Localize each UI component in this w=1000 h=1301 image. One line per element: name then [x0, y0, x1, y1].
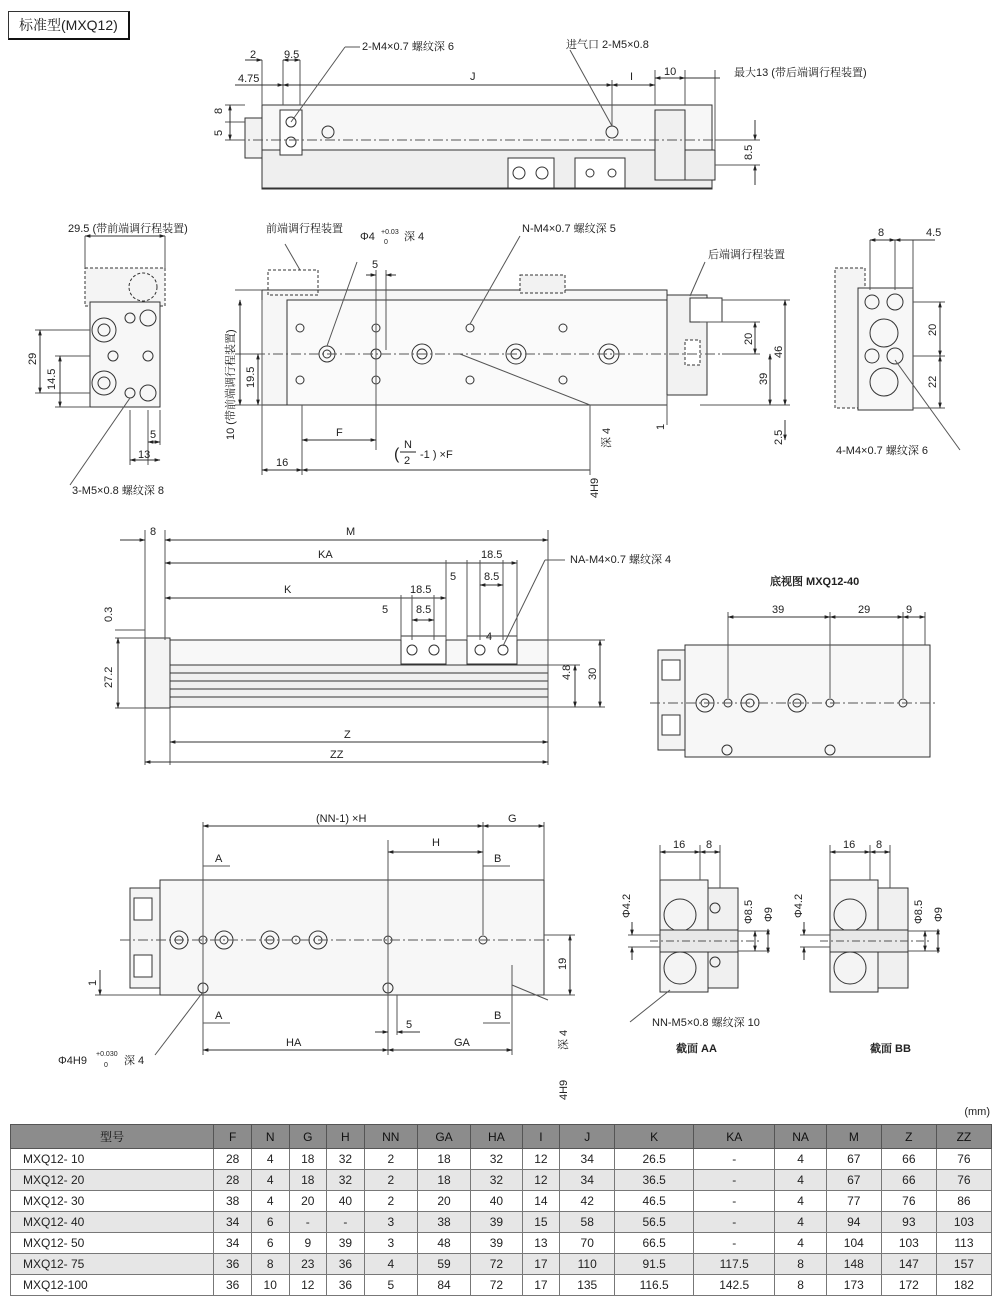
front-bottom-pin: 4H9 — [589, 477, 601, 498]
table-row — [11, 1254, 992, 1275]
spec-header-cell: Z — [881, 1125, 936, 1149]
table-cell: 34 — [214, 1212, 252, 1233]
table-cell: - — [694, 1191, 775, 1212]
model-cell: MXQ12- 20 — [11, 1170, 214, 1191]
table-cell: 72 — [471, 1254, 522, 1275]
table-cell: 56.5 — [615, 1212, 694, 1233]
table-cell: - — [289, 1212, 327, 1233]
table-cell: 2 — [364, 1170, 417, 1191]
table-cell: 8 — [251, 1254, 289, 1275]
model-cell: MXQ12- 40 — [11, 1212, 214, 1233]
side-dim-13: 13 — [138, 449, 151, 461]
spec-header-cell: M — [826, 1125, 881, 1149]
table-cell: 13 — [522, 1233, 560, 1254]
side-dim-5: 5 — [150, 429, 157, 441]
table-cell: 4 — [775, 1191, 826, 1212]
table-cell: 4 — [775, 1233, 826, 1254]
table-cell: 4 — [775, 1212, 826, 1233]
table-cell: 3 — [364, 1212, 417, 1233]
bb-dim-8: 8 — [876, 839, 883, 851]
spec-header-cell: ZZ — [936, 1125, 991, 1149]
table-cell: 32 — [327, 1149, 365, 1170]
section-aa — [628, 845, 770, 1022]
front-dim-39: 39 — [758, 372, 770, 385]
table-cell: 157 — [936, 1254, 991, 1275]
bm-dim-19: 19 — [557, 957, 569, 970]
model-cell: MXQ12- 50 — [11, 1233, 214, 1254]
tsv-dim-8: 8 — [150, 526, 157, 538]
table-cell: 58 — [560, 1212, 615, 1233]
table-cell: 12 — [289, 1275, 327, 1296]
model-cell: MXQ12- 10 — [11, 1149, 214, 1170]
formula-n: N — [404, 439, 412, 451]
table-cell: 76 — [881, 1191, 936, 1212]
tsv-dim-M: M — [346, 526, 356, 538]
table-side-view — [115, 530, 605, 765]
top-dim-10: 10 — [664, 66, 677, 78]
tsv-dim-8-5a: 8.5 — [484, 571, 500, 583]
bm-sec-A-bottom: A — [215, 1010, 223, 1022]
front-callout-front-adjust: 前端调行程装置 — [266, 223, 343, 235]
table-cell: 77 — [826, 1191, 881, 1212]
bb-dim-phi4-2: Φ4.2 — [793, 893, 805, 918]
table-cell: 12 — [522, 1170, 560, 1191]
bm-callout-pin-right: 4H9 — [558, 1079, 570, 1100]
table-cell: - — [694, 1212, 775, 1233]
bottom-view — [650, 612, 935, 757]
table-cell: 18 — [417, 1149, 470, 1170]
table-row — [11, 1191, 992, 1212]
aa-dim-16: 16 — [673, 839, 686, 851]
table-cell: 76 — [936, 1170, 991, 1191]
top-dim-8-5: 8.5 — [743, 144, 755, 160]
table-cell: 32 — [471, 1170, 522, 1191]
table-cell: 113 — [936, 1233, 991, 1254]
spec-header-row — [11, 1125, 992, 1149]
table-cell: 72 — [471, 1275, 522, 1296]
table-cell: 94 — [826, 1212, 881, 1233]
section-aa-title: 截面 AA — [676, 1043, 717, 1055]
table-cell: - — [327, 1212, 365, 1233]
side-dim-14-5: 14.5 — [46, 368, 58, 390]
table-cell: 76 — [936, 1149, 991, 1170]
bm-callout-pin-left-tol: +0.030 — [96, 1051, 118, 1058]
table-cell: 17 — [522, 1275, 560, 1296]
top-callout-max: 最大13 (带后端调行程装置) — [734, 67, 867, 79]
tsv-dim-18-5b: 18.5 — [410, 584, 432, 596]
bv-dim-39: 39 — [772, 604, 785, 616]
side-dim-29: 29 — [27, 352, 39, 365]
bm-callout-pin-right-depth: 深 4 — [558, 1029, 570, 1050]
bv-dim-9: 9 — [906, 604, 913, 616]
table-cell: 70 — [560, 1233, 615, 1254]
tsv-dim-Z: Z — [344, 729, 351, 741]
bm-sec-B-top: B — [494, 853, 502, 865]
table-cell: 36 — [327, 1275, 365, 1296]
table-cell: 34 — [560, 1149, 615, 1170]
tsv-callout: NA-M4×0.7 螺纹深 4 — [570, 554, 672, 566]
table-row — [11, 1233, 992, 1254]
spec-header-cell: KA — [694, 1125, 775, 1149]
table-cell: 9 — [289, 1233, 327, 1254]
table-cell: 103 — [936, 1212, 991, 1233]
table-cell: 39 — [327, 1233, 365, 1254]
table-cell: 117.5 — [694, 1254, 775, 1275]
bm-sec-B-bottom: B — [494, 1010, 502, 1022]
section-bb-title: 截面 BB — [870, 1043, 911, 1055]
front-dim-20: 20 — [743, 332, 755, 345]
bm-callout-pin-left-depth: 深 4 — [124, 1055, 145, 1067]
front-callout-tap: N-M4×0.7 螺纹深 5 — [522, 223, 616, 235]
formula-rest: -1 ) ×F — [420, 449, 453, 461]
front-callout-pin-tol: +0.03 — [381, 229, 399, 236]
table-cell: 66 — [881, 1149, 936, 1170]
top-dim-2: 2 — [250, 49, 257, 61]
table-cell: 148 — [826, 1254, 881, 1275]
table-cell: 116.5 — [615, 1275, 694, 1296]
spec-header-cell: H — [327, 1125, 365, 1149]
aa-dim-8: 8 — [706, 839, 713, 851]
table-cell: 40 — [327, 1191, 365, 1212]
bm-dim-G: G — [508, 813, 517, 825]
table-cell: 23 — [289, 1254, 327, 1275]
front-dim-19-5: 19.5 — [245, 366, 257, 388]
bm-dim-GA: GA — [454, 1037, 470, 1049]
table-cell: 103 — [881, 1233, 936, 1254]
page-title: 标准型(MXQ12) — [8, 11, 130, 40]
model-cell: MXQ12- 30 — [11, 1191, 214, 1212]
table-cell: 38 — [417, 1212, 470, 1233]
table-cell: 2 — [364, 1191, 417, 1212]
table-cell: 32 — [327, 1170, 365, 1191]
table-cell: 48 — [417, 1233, 470, 1254]
table-cell: 34 — [560, 1170, 615, 1191]
table-cell: 28 — [214, 1170, 252, 1191]
table-cell: 142.5 — [694, 1275, 775, 1296]
table-cell: 26.5 — [615, 1149, 694, 1170]
table-cell: 17 — [522, 1254, 560, 1275]
top-dim-8: 8 — [213, 107, 225, 114]
table-cell: 42 — [560, 1191, 615, 1212]
front-callout-pin-tol-low: 0 — [384, 239, 388, 246]
spec-header-cell: 型号 — [11, 1125, 214, 1149]
table-cell: 4 — [251, 1191, 289, 1212]
side-dim-29-5: 29.5 (带前端调行程装置) — [68, 223, 188, 235]
spec-header-cell: HA — [471, 1125, 522, 1149]
table-cell: 40 — [471, 1191, 522, 1212]
tsv-dim-KA: KA — [318, 549, 333, 561]
spec-header-cell: K — [615, 1125, 694, 1149]
side-left-view — [35, 236, 165, 485]
right-dim-20: 20 — [927, 323, 939, 336]
table-cell: 2 — [364, 1149, 417, 1170]
spec-header-cell: NA — [775, 1125, 826, 1149]
table-cell: 18 — [417, 1170, 470, 1191]
front-dim-16: 16 — [276, 457, 289, 469]
table-cell: - — [694, 1233, 775, 1254]
table-cell: 4 — [364, 1254, 417, 1275]
tsv-dim-27-2: 27.2 — [103, 666, 115, 688]
front-bottom-pin-depth: 深 4 — [601, 427, 613, 448]
bm-dim-NN-H: (NN-1) ×H — [316, 813, 367, 825]
table-cell: 36 — [214, 1275, 252, 1296]
table-cell: 8 — [775, 1254, 826, 1275]
table-cell: 39 — [471, 1233, 522, 1254]
table-cell: 20 — [417, 1191, 470, 1212]
table-row — [11, 1170, 992, 1191]
table-cell: 86 — [936, 1191, 991, 1212]
table-cell: 4 — [251, 1149, 289, 1170]
tsv-dim-4-8: 4.8 — [561, 664, 573, 680]
top-callout-inlet: 进气口 2-M5×0.8 — [566, 39, 649, 51]
table-cell: 147 — [881, 1254, 936, 1275]
tsv-dim-30: 30 — [587, 667, 599, 680]
bm-dim-HA: HA — [286, 1037, 302, 1049]
table-cell: 38 — [214, 1191, 252, 1212]
bm-dim-5: 5 — [406, 1019, 413, 1031]
table-cell: 173 — [826, 1275, 881, 1296]
front-view — [235, 236, 790, 475]
side-callout: 3-M5×0.8 螺纹深 8 — [72, 485, 165, 497]
aa-dim-phi8-5: Φ8.5 — [743, 899, 755, 924]
spec-body — [11, 1149, 992, 1296]
bm-dim-H: H — [432, 837, 440, 849]
table-cell: - — [694, 1170, 775, 1191]
side-right-view — [835, 240, 960, 450]
front-dim-46: 46 — [773, 345, 785, 358]
bottom-view-title: 底视图 MXQ12-40 — [770, 576, 860, 588]
table-cell: 15 — [522, 1212, 560, 1233]
table-cell: 28 — [214, 1149, 252, 1170]
front-dim-1: 1 — [655, 423, 667, 430]
table-cell: 66 — [881, 1170, 936, 1191]
table-cell: 172 — [881, 1275, 936, 1296]
spec-header-cell: N — [251, 1125, 289, 1149]
table-cell: 8 — [775, 1275, 826, 1296]
table-cell: 18 — [289, 1170, 327, 1191]
right-dim-4-5: 4.5 — [926, 227, 942, 239]
table-cell: - — [694, 1149, 775, 1170]
bm-dim-1: 1 — [87, 979, 99, 986]
section-callout: NN-M5×0.8 螺纹深 10 — [652, 1017, 760, 1029]
spec-header-cell: NN — [364, 1125, 417, 1149]
front-dim-10: 10 (带前端调行程装置) — [225, 329, 237, 440]
bv-dim-29: 29 — [858, 604, 871, 616]
tsv-dim-K: K — [284, 584, 292, 596]
front-dim-2-5: 2.5 — [773, 429, 785, 445]
tsv-dim-0-3: 0.3 — [103, 606, 115, 622]
top-dim-J: J — [470, 71, 476, 83]
table-cell: 182 — [936, 1275, 991, 1296]
model-cell: MXQ12-100 — [11, 1275, 214, 1296]
table-cell: 4 — [775, 1149, 826, 1170]
bottom-main-view — [95, 822, 575, 1055]
spec-table — [10, 1124, 992, 1296]
table-row — [11, 1149, 992, 1170]
table-cell: 34 — [214, 1233, 252, 1254]
table-cell: 135 — [560, 1275, 615, 1296]
bb-dim-phi9: Φ9 — [933, 907, 945, 922]
aa-dim-phi9: Φ9 — [763, 907, 775, 922]
tsv-dim-8-5b: 8.5 — [416, 604, 432, 616]
spec-header-cell: I — [522, 1125, 560, 1149]
table-cell: 6 — [251, 1233, 289, 1254]
bb-dim-phi8-5: Φ8.5 — [913, 899, 925, 924]
table-cell: 12 — [522, 1149, 560, 1170]
top-callout-tap: 2-M4×0.7 螺纹深 6 — [362, 41, 455, 53]
table-row — [11, 1212, 992, 1233]
table-cell: 14 — [522, 1191, 560, 1212]
table-cell: 36 — [214, 1254, 252, 1275]
spec-header-cell: GA — [417, 1125, 470, 1149]
table-cell: 3 — [364, 1233, 417, 1254]
bm-callout-pin-left-tol-low: 0 — [104, 1062, 108, 1069]
unit-label: (mm) — [964, 1106, 990, 1118]
table-row — [11, 1275, 992, 1296]
table-cell: 32 — [471, 1149, 522, 1170]
tsv-dim-4: 4 — [486, 631, 493, 643]
front-callout-pin-depth: 深 4 — [404, 231, 425, 243]
top-dim-4-75: 4.75 — [238, 73, 260, 85]
table-cell: 4 — [775, 1170, 826, 1191]
table-cell: 46.5 — [615, 1191, 694, 1212]
top-view — [225, 47, 760, 189]
top-dim-I: I — [630, 71, 634, 83]
formula-d: 2 — [404, 455, 411, 467]
table-cell: 104 — [826, 1233, 881, 1254]
formula-open: ( — [394, 446, 400, 463]
table-cell: 20 — [289, 1191, 327, 1212]
right-dim-22: 22 — [927, 375, 939, 388]
table-cell: 67 — [826, 1149, 881, 1170]
spec-header-cell: F — [214, 1125, 252, 1149]
table-cell: 93 — [881, 1212, 936, 1233]
tsv-dim-5a: 5 — [450, 571, 457, 583]
front-callout-rear-adjust: 后端调行程装置 — [708, 249, 785, 261]
table-cell: 4 — [251, 1170, 289, 1191]
aa-dim-phi4-2: Φ4.2 — [621, 893, 633, 918]
table-cell: 6 — [251, 1212, 289, 1233]
bm-sec-A-top: A — [215, 853, 223, 865]
front-callout-pin: Φ4 — [360, 231, 375, 243]
top-dim-5: 5 — [213, 129, 225, 136]
front-dim-F: F — [336, 427, 343, 439]
right-callout: 4-M4×0.7 螺纹深 6 — [836, 445, 929, 457]
bottom-view-labels — [770, 574, 912, 616]
table-cell: 10 — [251, 1275, 289, 1296]
spec-header-cell: J — [560, 1125, 615, 1149]
top-dim-9-5: 9.5 — [284, 49, 300, 61]
spec-header-cell: G — [289, 1125, 327, 1149]
front-dim-5: 5 — [372, 259, 379, 271]
table-cell: 36.5 — [615, 1170, 694, 1191]
table-cell: 66.5 — [615, 1233, 694, 1254]
table-cell: 39 — [471, 1212, 522, 1233]
table-cell: 59 — [417, 1254, 470, 1275]
bb-dim-16: 16 — [843, 839, 856, 851]
model-cell: MXQ12- 75 — [11, 1254, 214, 1275]
tsv-dim-5b: 5 — [382, 604, 389, 616]
bm-callout-pin-left: Φ4H9 — [58, 1055, 87, 1067]
tsv-dim-ZZ: ZZ — [330, 749, 344, 761]
table-cell: 5 — [364, 1275, 417, 1296]
table-cell: 110 — [560, 1254, 615, 1275]
table-cell: 36 — [327, 1254, 365, 1275]
table-cell: 18 — [289, 1149, 327, 1170]
table-cell: 67 — [826, 1170, 881, 1191]
tsv-dim-18-5a: 18.5 — [481, 549, 503, 561]
table-cell: 91.5 — [615, 1254, 694, 1275]
right-dim-8: 8 — [878, 227, 885, 239]
table-cell: 84 — [417, 1275, 470, 1296]
